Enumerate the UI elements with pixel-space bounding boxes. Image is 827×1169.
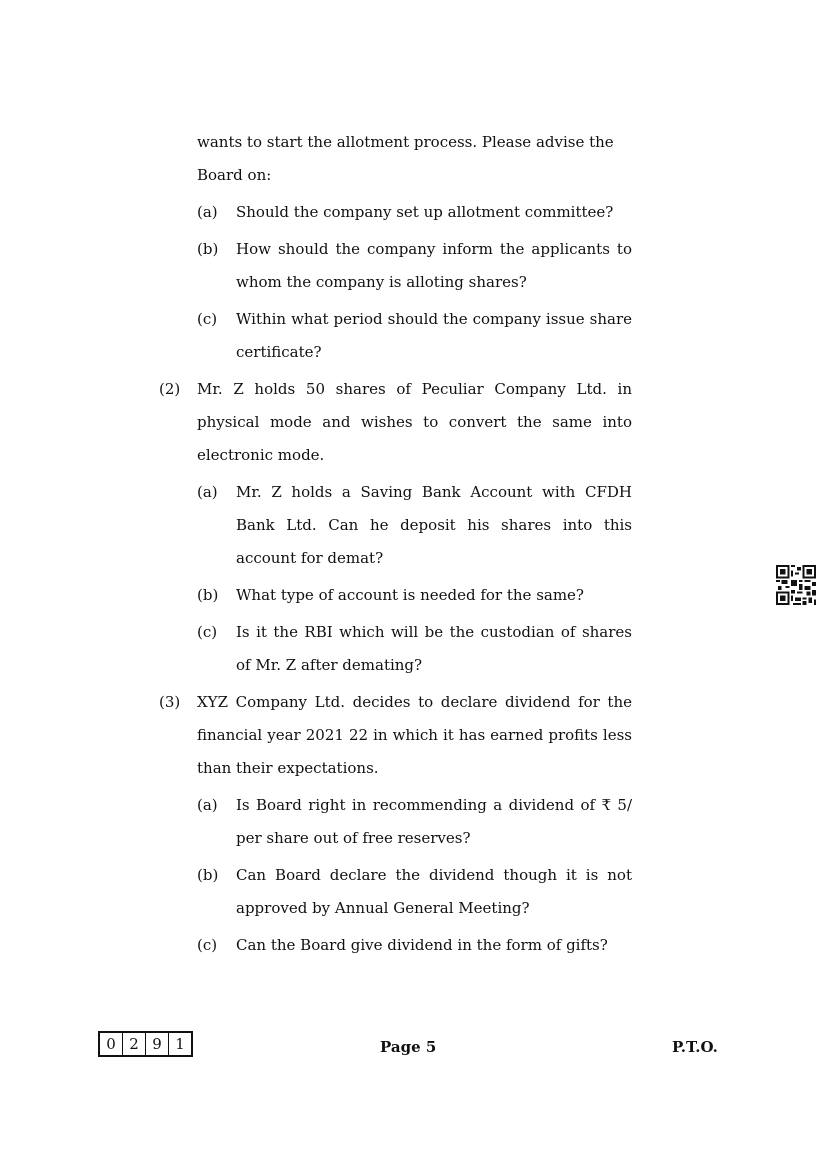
q3-sub-c bbox=[197, 929, 632, 962]
code-digit: 2 bbox=[123, 1033, 146, 1055]
q3-sub-b bbox=[197, 859, 632, 925]
q3-sub-a bbox=[197, 789, 632, 855]
question-text: Mr. Z holds 50 shares of Peculiar Company Ltd. in physical mode and wishes to convert the same into electronic mode. bbox=[197, 380, 632, 464]
question-text-column bbox=[159, 126, 632, 962]
question-3 bbox=[159, 686, 632, 785]
paper-code-box bbox=[98, 1031, 193, 1057]
q2-sub-b bbox=[197, 579, 632, 612]
sub-label: (c) bbox=[197, 623, 218, 641]
code-digit: 0 bbox=[100, 1033, 123, 1055]
sub-label: (a) bbox=[197, 483, 218, 501]
sub-text: Can Board declare the dividend though it is not approved by Annual General Meeting? bbox=[236, 866, 632, 917]
question-number: (2) bbox=[159, 380, 181, 398]
intro-sub-c bbox=[197, 303, 632, 369]
question-2 bbox=[159, 373, 632, 472]
q2-sub-c bbox=[197, 616, 632, 682]
q2-sub-a bbox=[197, 476, 632, 575]
sub-text: What type of account is needed for the same? bbox=[236, 586, 584, 604]
intro-sub-b bbox=[197, 233, 632, 299]
sub-text: Is it the RBI which will be the custodian of shares of Mr. Z after demating? bbox=[236, 623, 632, 674]
page-number: Page 5 bbox=[380, 1038, 437, 1056]
sub-text: Is Board right in recommending a dividend of ₹ 5/ per share out of free reserves? bbox=[236, 796, 632, 847]
question-number: (3) bbox=[159, 693, 181, 711]
intro-line-1: wants to start the allotment process. Please advise the bbox=[197, 133, 614, 151]
intro-sub-a bbox=[197, 196, 632, 229]
sub-label: (b) bbox=[197, 866, 219, 884]
question-text: XYZ Company Ltd. decides to declare dividend for the financial year 2021 22 in which it has earned profits less than their expectations. bbox=[197, 693, 632, 777]
sub-label: (b) bbox=[197, 586, 219, 604]
qr-code-icon bbox=[776, 565, 816, 605]
sub-text: Mr. Z holds a Saving Bank Account with CFDH Bank Ltd. Can he deposit his shares into this account for demat? bbox=[236, 483, 632, 567]
intro-line-2: Board on: bbox=[197, 166, 272, 184]
sub-label: (c) bbox=[197, 936, 218, 954]
code-digit: 9 bbox=[146, 1033, 169, 1055]
sub-text: Within what period should the company issue share certificate? bbox=[236, 310, 632, 361]
code-digit: 1 bbox=[175, 1035, 185, 1053]
sub-label: (b) bbox=[197, 240, 219, 258]
sub-text: How should the company inform the applicants to whom the company is alloting shares? bbox=[236, 240, 632, 291]
pto-label: P.T.O. bbox=[672, 1038, 718, 1056]
sub-label: (c) bbox=[197, 310, 218, 328]
sub-label: (a) bbox=[197, 203, 218, 221]
sub-text: Should the company set up allotment committee? bbox=[236, 203, 614, 221]
sub-label: (a) bbox=[197, 796, 218, 814]
sub-text: Can the Board give dividend in the form of gifts? bbox=[236, 936, 608, 954]
